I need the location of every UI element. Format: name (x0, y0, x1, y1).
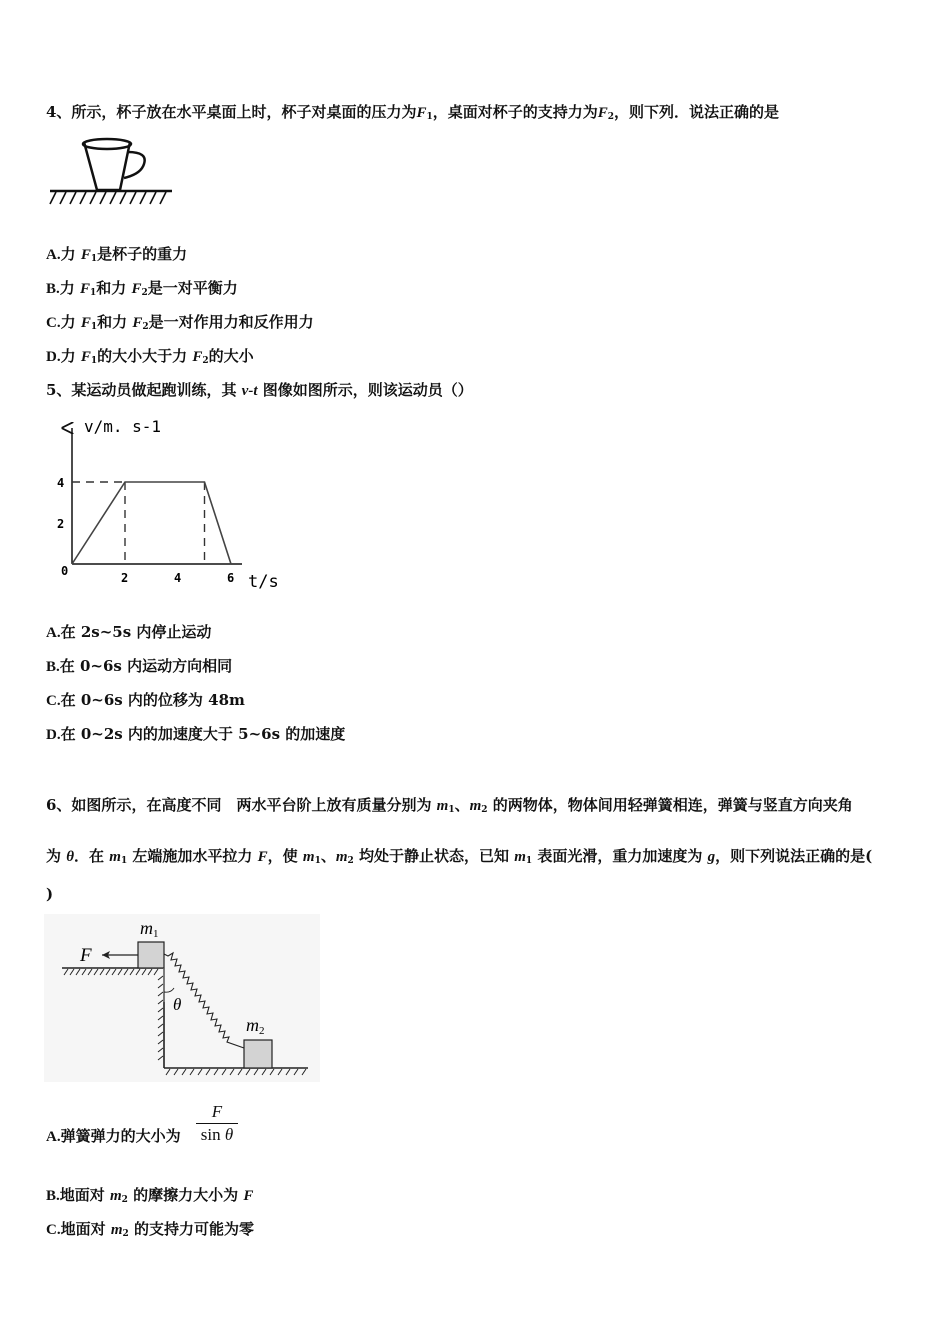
x-tick-label: 4 (174, 571, 182, 585)
cup-on-table-figure (44, 134, 179, 214)
q4-option-a[interactable]: A.力 $F_1$是杯子的重力 (46, 245, 188, 264)
block-m1 (138, 942, 164, 968)
q4-option-c[interactable]: C.力 $F_1$和力 $F_2$是一对作用力和反作用力 (46, 313, 314, 332)
y-axis-label: v/m. s-1 (84, 417, 162, 436)
q6-stem-line3: ) (46, 885, 54, 903)
q5-stem: 5、某运动员做起跑训练，其 v-t 图像如图所示，则该运动员（） (46, 381, 473, 399)
q6-stem-line2: 为 θ．在 $m_1$ 左端施加水平拉力 F，使 $m_1$、$m_2$ 均处于静止状态，已知 $m_1$ 表面光滑，重力加速度为 g，则下列说法正确的是( (46, 847, 873, 866)
q5-option-c[interactable]: C.在 0~6s 内的位移为 48m (46, 691, 245, 709)
x-tick-label: 6 (227, 571, 235, 585)
origin-label: 0 (61, 564, 69, 578)
q5-option-b[interactable]: B.在 0~6s 内运动方向相同 (46, 657, 233, 675)
y-tick-label: 2 (57, 517, 65, 531)
q4-stem: 4、所示，杯子放在水平桌面上时，杯子对桌面的压力为$F_1$，桌面对杯子的支持力为$F_2$，则下列．说法正确的是 (46, 103, 780, 122)
vt-graph (44, 412, 304, 598)
vt-series-line (72, 482, 231, 564)
q5-option-a[interactable]: A.在 2s~5s 内停止运动 (46, 623, 212, 641)
q4-option-d[interactable]: D.力 $F_1$的大小大于力 $F_2$的大小 (46, 347, 254, 366)
theta-label: θ (173, 995, 182, 1014)
q6-stem-line1: 6、如图所示，在高度不同 两水平台阶上放有质量分别为 $m_1$、$m_2$ 的两物体，物体间用轻弹簧相连，弹簧与竖直方向夹角 (46, 796, 853, 815)
spring-blocks-figure (44, 914, 320, 1082)
q6-option-a[interactable]: A.弹簧弹力的大小为 (46, 1127, 181, 1145)
y-tick-label: 4 (57, 476, 65, 490)
m1-label: m1 (140, 918, 159, 940)
force-label: F (80, 945, 92, 966)
x-axis-label: t/s (248, 572, 279, 592)
q5-option-d[interactable]: D.在 0~2s 内的加速度大于 5~6s 的加速度 (46, 725, 346, 743)
block-m2 (244, 1040, 272, 1068)
m2-label: m2 (246, 1015, 265, 1037)
q6-option-a-fraction: F sin θ (196, 1102, 238, 1145)
q6-option-c[interactable]: C.地面对 $m_2$ 的支持力可能为零 (46, 1220, 254, 1239)
x-tick-label: 2 (121, 571, 129, 585)
q6-option-b[interactable]: B.地面对 $m_2$ 的摩擦力大小为 F (46, 1186, 254, 1205)
q4-option-b[interactable]: B.力 $F_1$和力 $F_2$是一对平衡力 (46, 279, 238, 298)
